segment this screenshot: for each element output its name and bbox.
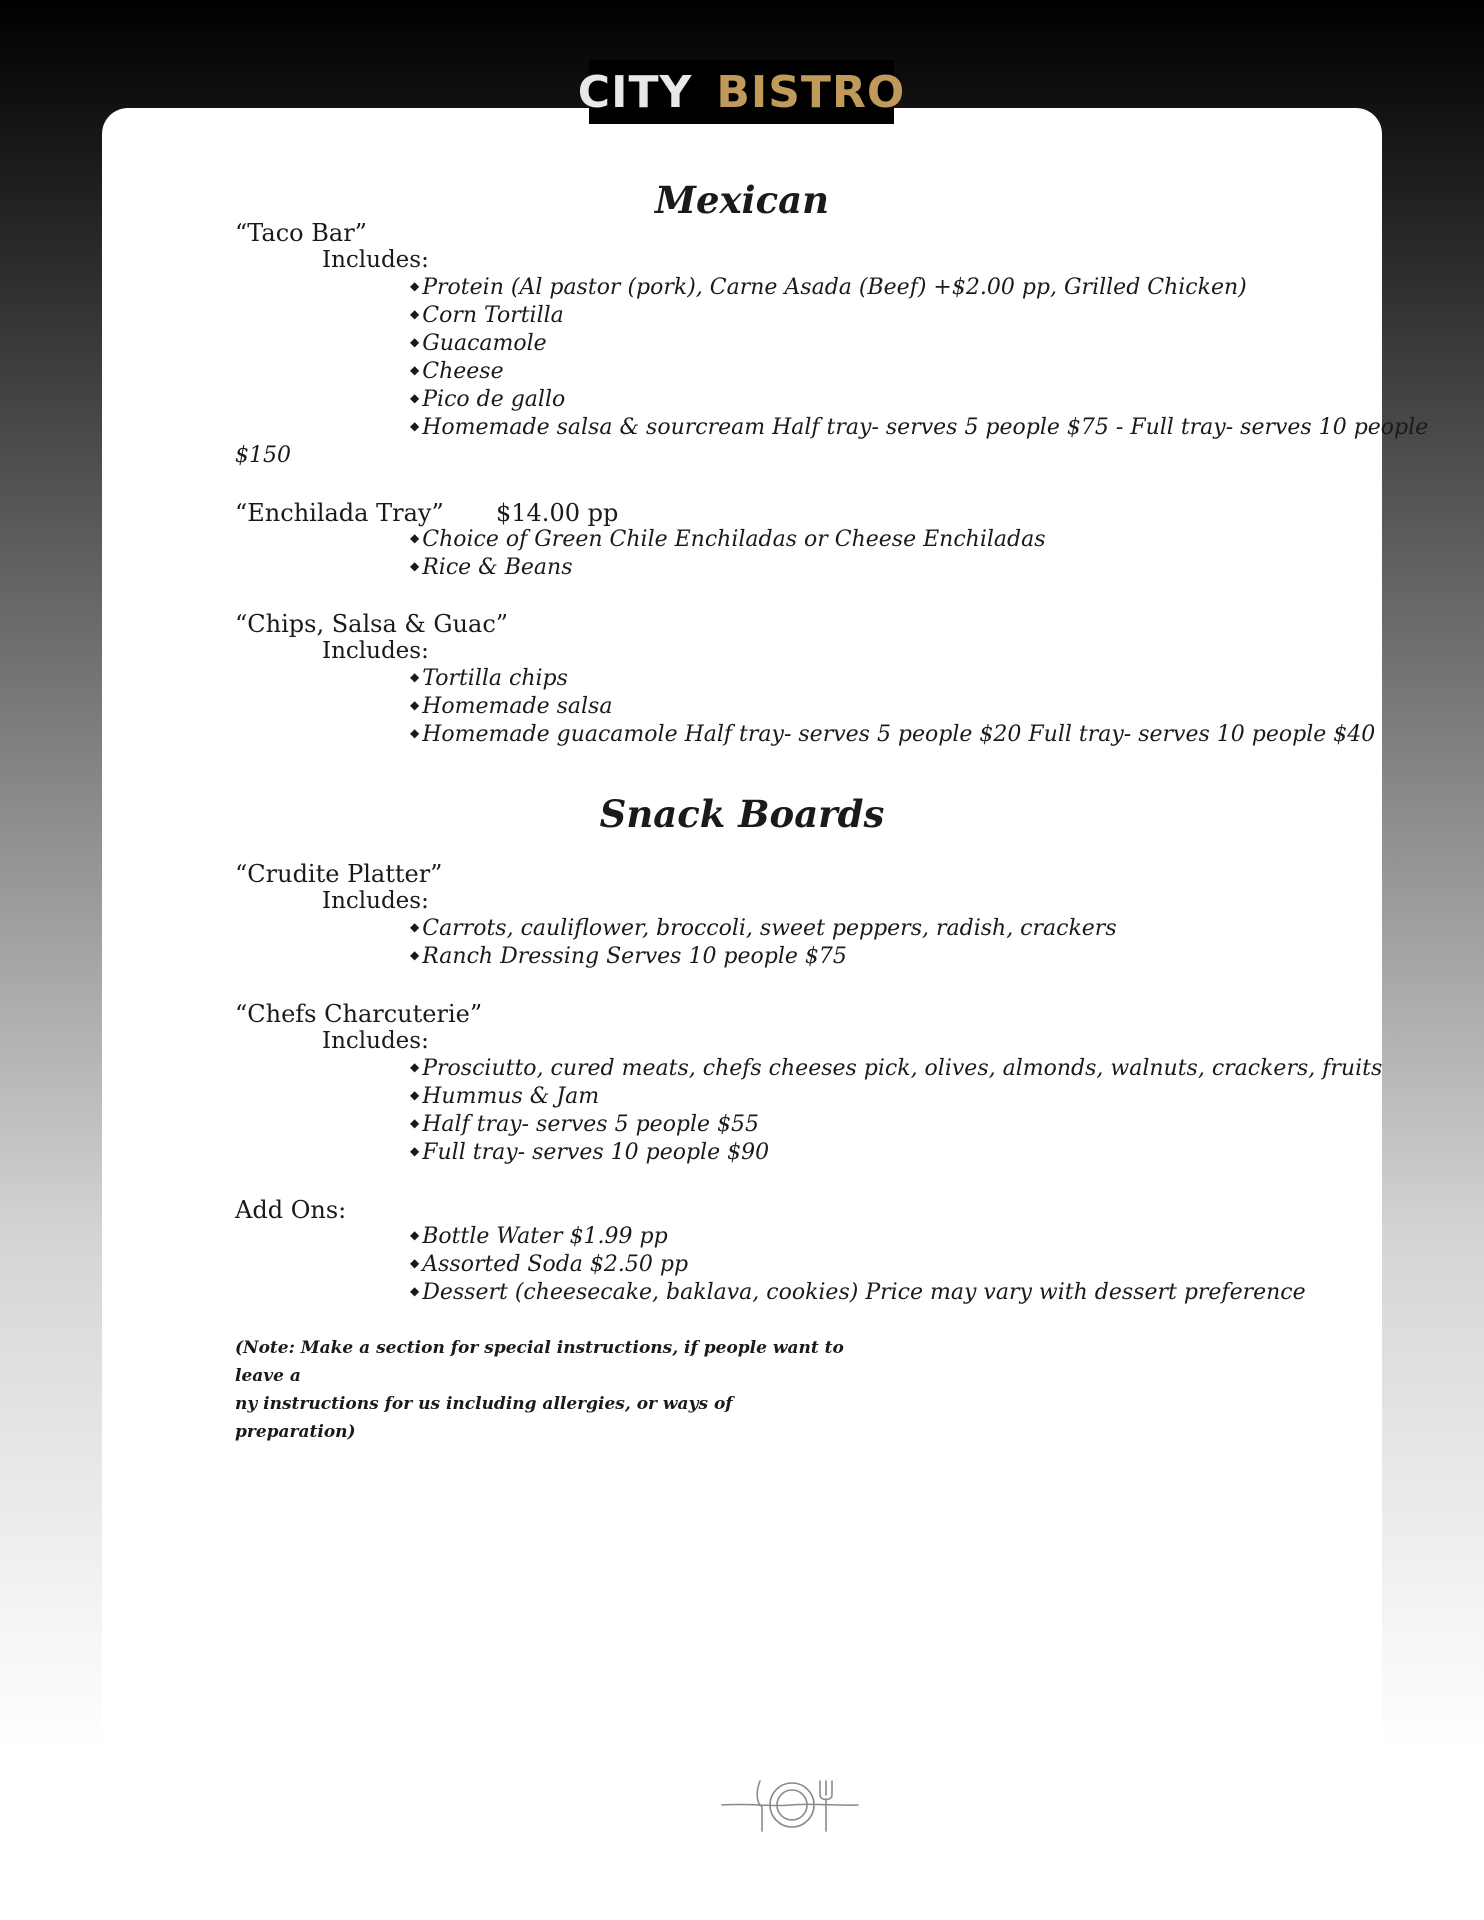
item-title-enchilada-tray: “Enchilada Tray” xyxy=(235,499,444,527)
includes-label: Includes: xyxy=(322,247,429,273)
list-item: ◆ Cheese xyxy=(410,359,504,384)
includes-label: Includes: xyxy=(322,638,429,664)
diamond-bullet-icon: ◆ xyxy=(410,698,420,712)
list-item: ◆ Pico de gallo xyxy=(410,387,566,412)
section-title-snack-boards: Snack Boards xyxy=(599,792,885,836)
diamond-bullet-icon: ◆ xyxy=(410,279,420,293)
diamond-bullet-icon: ◆ xyxy=(410,335,420,349)
diamond-bullet-icon: ◆ xyxy=(410,363,420,377)
includes-label: Includes: xyxy=(322,1028,429,1054)
diamond-bullet-icon: ◆ xyxy=(410,948,420,962)
list-item: ◆ Bottle Water $1.99 pp xyxy=(410,1224,668,1249)
list-item: ◆ Tortilla chips xyxy=(410,666,568,691)
list-item: ◆ Rice & Beans xyxy=(410,555,573,580)
list-item: ◆ Protein (Al pastor (pork), Carne Asada (Beef) +$2.00 pp, Grilled Chicken) xyxy=(410,275,1247,300)
list-item: ◆ Dessert (cheesecake, baklava, cookies) Price may vary with dessert preference xyxy=(410,1280,1306,1305)
list-item: ◆ Homemade guacamole Half tray- serves 5 people $20 Full tray- serves 10 people $40 xyxy=(410,722,1376,747)
diamond-bullet-icon: ◆ xyxy=(410,920,420,934)
item-title-crudite-platter: “Crudite Platter” xyxy=(235,860,443,888)
diamond-bullet-icon: ◆ xyxy=(410,559,420,573)
list-item: ◆ Choice of Green Chile Enchiladas or Cheese Enchiladas xyxy=(410,527,1046,552)
diamond-bullet-icon: ◆ xyxy=(410,307,420,321)
special-instructions-note xyxy=(235,1334,855,1446)
diamond-bullet-icon: ◆ xyxy=(410,1088,420,1102)
item-price-enchilada-tray: $14.00 pp xyxy=(496,499,619,527)
diamond-bullet-icon: ◆ xyxy=(410,1060,420,1074)
plate-fork-knife-icon xyxy=(720,1773,860,1837)
diamond-bullet-icon: ◆ xyxy=(410,670,420,684)
item-title-chefs-charcuterie: “Chefs Charcuterie” xyxy=(235,1000,483,1028)
list-item: ◆ Corn Tortilla xyxy=(410,303,564,328)
diamond-bullet-icon: ◆ xyxy=(410,1284,420,1298)
diamond-bullet-icon: ◆ xyxy=(410,726,420,740)
includes-label: Includes: xyxy=(322,888,429,914)
list-item: ◆ Guacamole xyxy=(410,331,547,356)
note-line-1: (Note: Make a section for special instructions, if people want to leave a xyxy=(235,1338,844,1386)
diamond-bullet-icon: ◆ xyxy=(410,391,420,405)
logo xyxy=(577,60,906,124)
logo-city: CITY xyxy=(577,66,693,118)
diamond-bullet-icon: ◆ xyxy=(410,1144,420,1158)
list-item-continuation: $150 xyxy=(235,443,291,468)
add-ons-title: Add Ons: xyxy=(235,1196,347,1224)
list-item: ◆ Prosciutto, cured meats, chefs cheeses pick, olives, almonds, walnuts, crackers, fruits xyxy=(410,1056,1383,1081)
menu-card xyxy=(102,108,1429,1920)
diamond-bullet-icon: ◆ xyxy=(410,1256,420,1270)
list-item: ◆ Homemade salsa xyxy=(410,694,613,719)
list-item: ◆ Carrots, cauliflower, broccoli, sweet peppers, radish, crackers xyxy=(410,916,1117,941)
note-line-2: ny instructions for us including allergies, or ways of preparation) xyxy=(235,1394,733,1442)
logo-bistro: BISTRO xyxy=(716,66,906,118)
diamond-bullet-icon: ◆ xyxy=(410,1228,420,1242)
item-title-taco-bar: “Taco Bar” xyxy=(235,219,367,247)
diamond-bullet-icon: ◆ xyxy=(410,1116,420,1130)
list-item: ◆ Ranch Dressing Serves 10 people $75 xyxy=(410,944,847,969)
list-item: ◆ Full tray- serves 10 people $90 xyxy=(410,1140,770,1165)
item-title-chips-salsa-guac: “Chips, Salsa & Guac” xyxy=(235,610,509,638)
list-item: ◆ Homemade salsa & sourcream Half tray- serves 5 people $75 - Full tray- serves 10 people xyxy=(410,415,1429,440)
list-item: ◆ Assorted Soda $2.50 pp xyxy=(410,1252,689,1277)
list-item: ◆ Hummus & Jam xyxy=(410,1084,600,1109)
section-title-mexican: Mexican xyxy=(654,178,829,222)
diamond-bullet-icon: ◆ xyxy=(410,419,420,433)
list-item: ◆ Half tray- serves 5 people $55 xyxy=(410,1112,760,1137)
diamond-bullet-icon: ◆ xyxy=(410,531,420,545)
